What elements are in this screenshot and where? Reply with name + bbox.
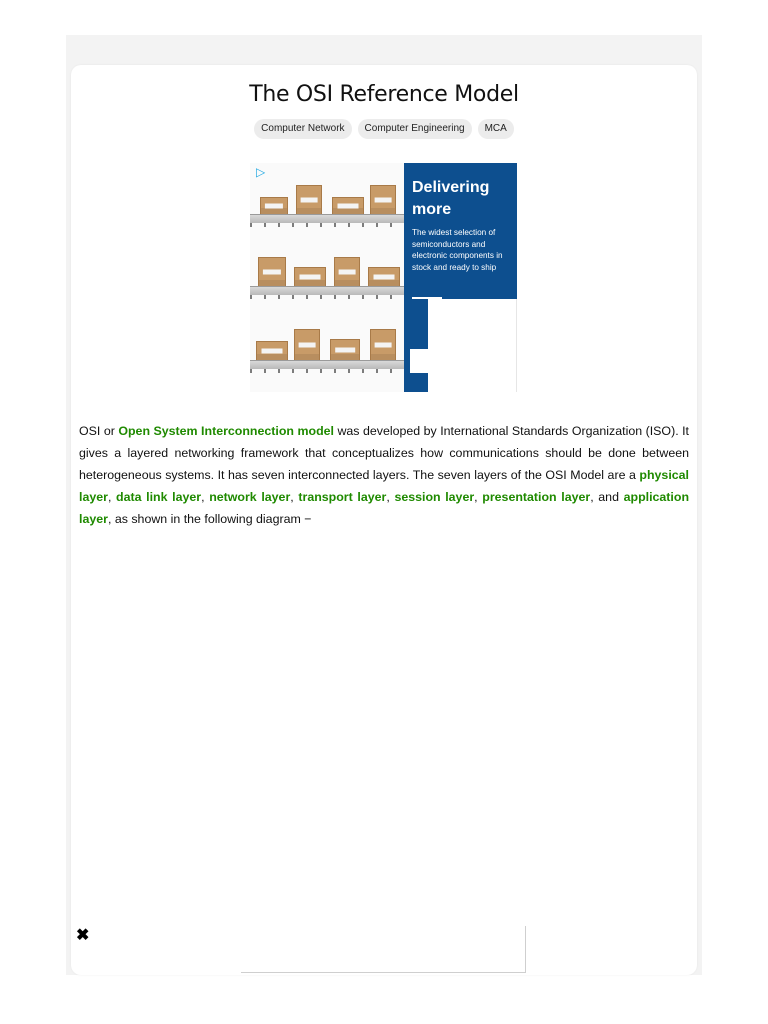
- ad-box: [256, 341, 288, 361]
- ad-panel-strip: [404, 299, 428, 392]
- ad-body-text: The widest selection of semiconductors and electronic components in stock and ready to ship: [412, 228, 503, 272]
- ad-border: [516, 299, 517, 392]
- ad-headline: Delivering more: [412, 179, 490, 218]
- link-physical-layer[interactable]: physical layer: [79, 468, 689, 504]
- ad-tab: [410, 349, 428, 373]
- tag-computer-network[interactable]: Computer Network: [254, 119, 351, 139]
- ad-box: [368, 267, 400, 287]
- ad-box: [258, 257, 286, 287]
- ad-box: [294, 267, 326, 287]
- advertisement[interactable]: [250, 163, 517, 392]
- page-title: The OSI Reference Model: [249, 82, 519, 107]
- ad-box: [332, 197, 364, 215]
- paragraph-text: , as shown in the following diagram −: [107, 512, 312, 526]
- ad-box: [370, 185, 396, 215]
- tag-computer-engineering[interactable]: Computer Engineering: [358, 119, 472, 139]
- ad-text-panel: [404, 163, 517, 299]
- link-application-layer[interactable]: application layer: [79, 490, 690, 526]
- ad-box: [330, 339, 360, 361]
- play-triangle-icon[interactable]: ▷: [256, 165, 266, 179]
- link-data-link-layer[interactable]: data link layer: [116, 490, 202, 504]
- ad-box: [260, 197, 288, 215]
- ad-box: [296, 185, 322, 215]
- ad-box: [370, 329, 396, 361]
- paragraph-text: ,: [107, 490, 117, 504]
- tag-list: [71, 119, 697, 139]
- ad-box: [294, 329, 320, 361]
- paragraph-text: OSI or: [79, 424, 119, 438]
- paragraph-text: ,: [474, 490, 483, 504]
- ad-shelf: [250, 214, 404, 223]
- link-transport-layer[interactable]: transport layer: [298, 490, 387, 504]
- ad-product-image: [250, 163, 404, 392]
- paragraph-text: ,: [386, 490, 395, 504]
- link-presentation-layer[interactable]: presentation layer: [482, 490, 591, 504]
- link-open-system-interconnection-model[interactable]: Open System Interconnection model: [118, 424, 334, 438]
- paragraph-text: was developed by International Standards Organization (ISO). It gives a layered networking framework that conceptualizes how communications should be done between heterogeneous systems. It has seven interconnected layers. The seven layers of the OSI Model are a: [79, 424, 690, 482]
- paragraph-text: , and: [590, 490, 624, 504]
- paragraph-text: ,: [201, 490, 210, 504]
- article-paragraph: [79, 420, 689, 530]
- ad-box: [334, 257, 360, 287]
- ad-shelf: [250, 286, 404, 295]
- bottom-ad-slot[interactable]: [241, 926, 526, 973]
- link-session-layer[interactable]: session layer: [394, 490, 475, 504]
- link-network-layer[interactable]: network layer: [209, 490, 291, 504]
- ad-shelf: [250, 360, 404, 369]
- paragraph-text: ,: [290, 490, 299, 504]
- close-x-icon[interactable]: ✖: [76, 927, 90, 944]
- tag-mca[interactable]: MCA: [478, 119, 514, 139]
